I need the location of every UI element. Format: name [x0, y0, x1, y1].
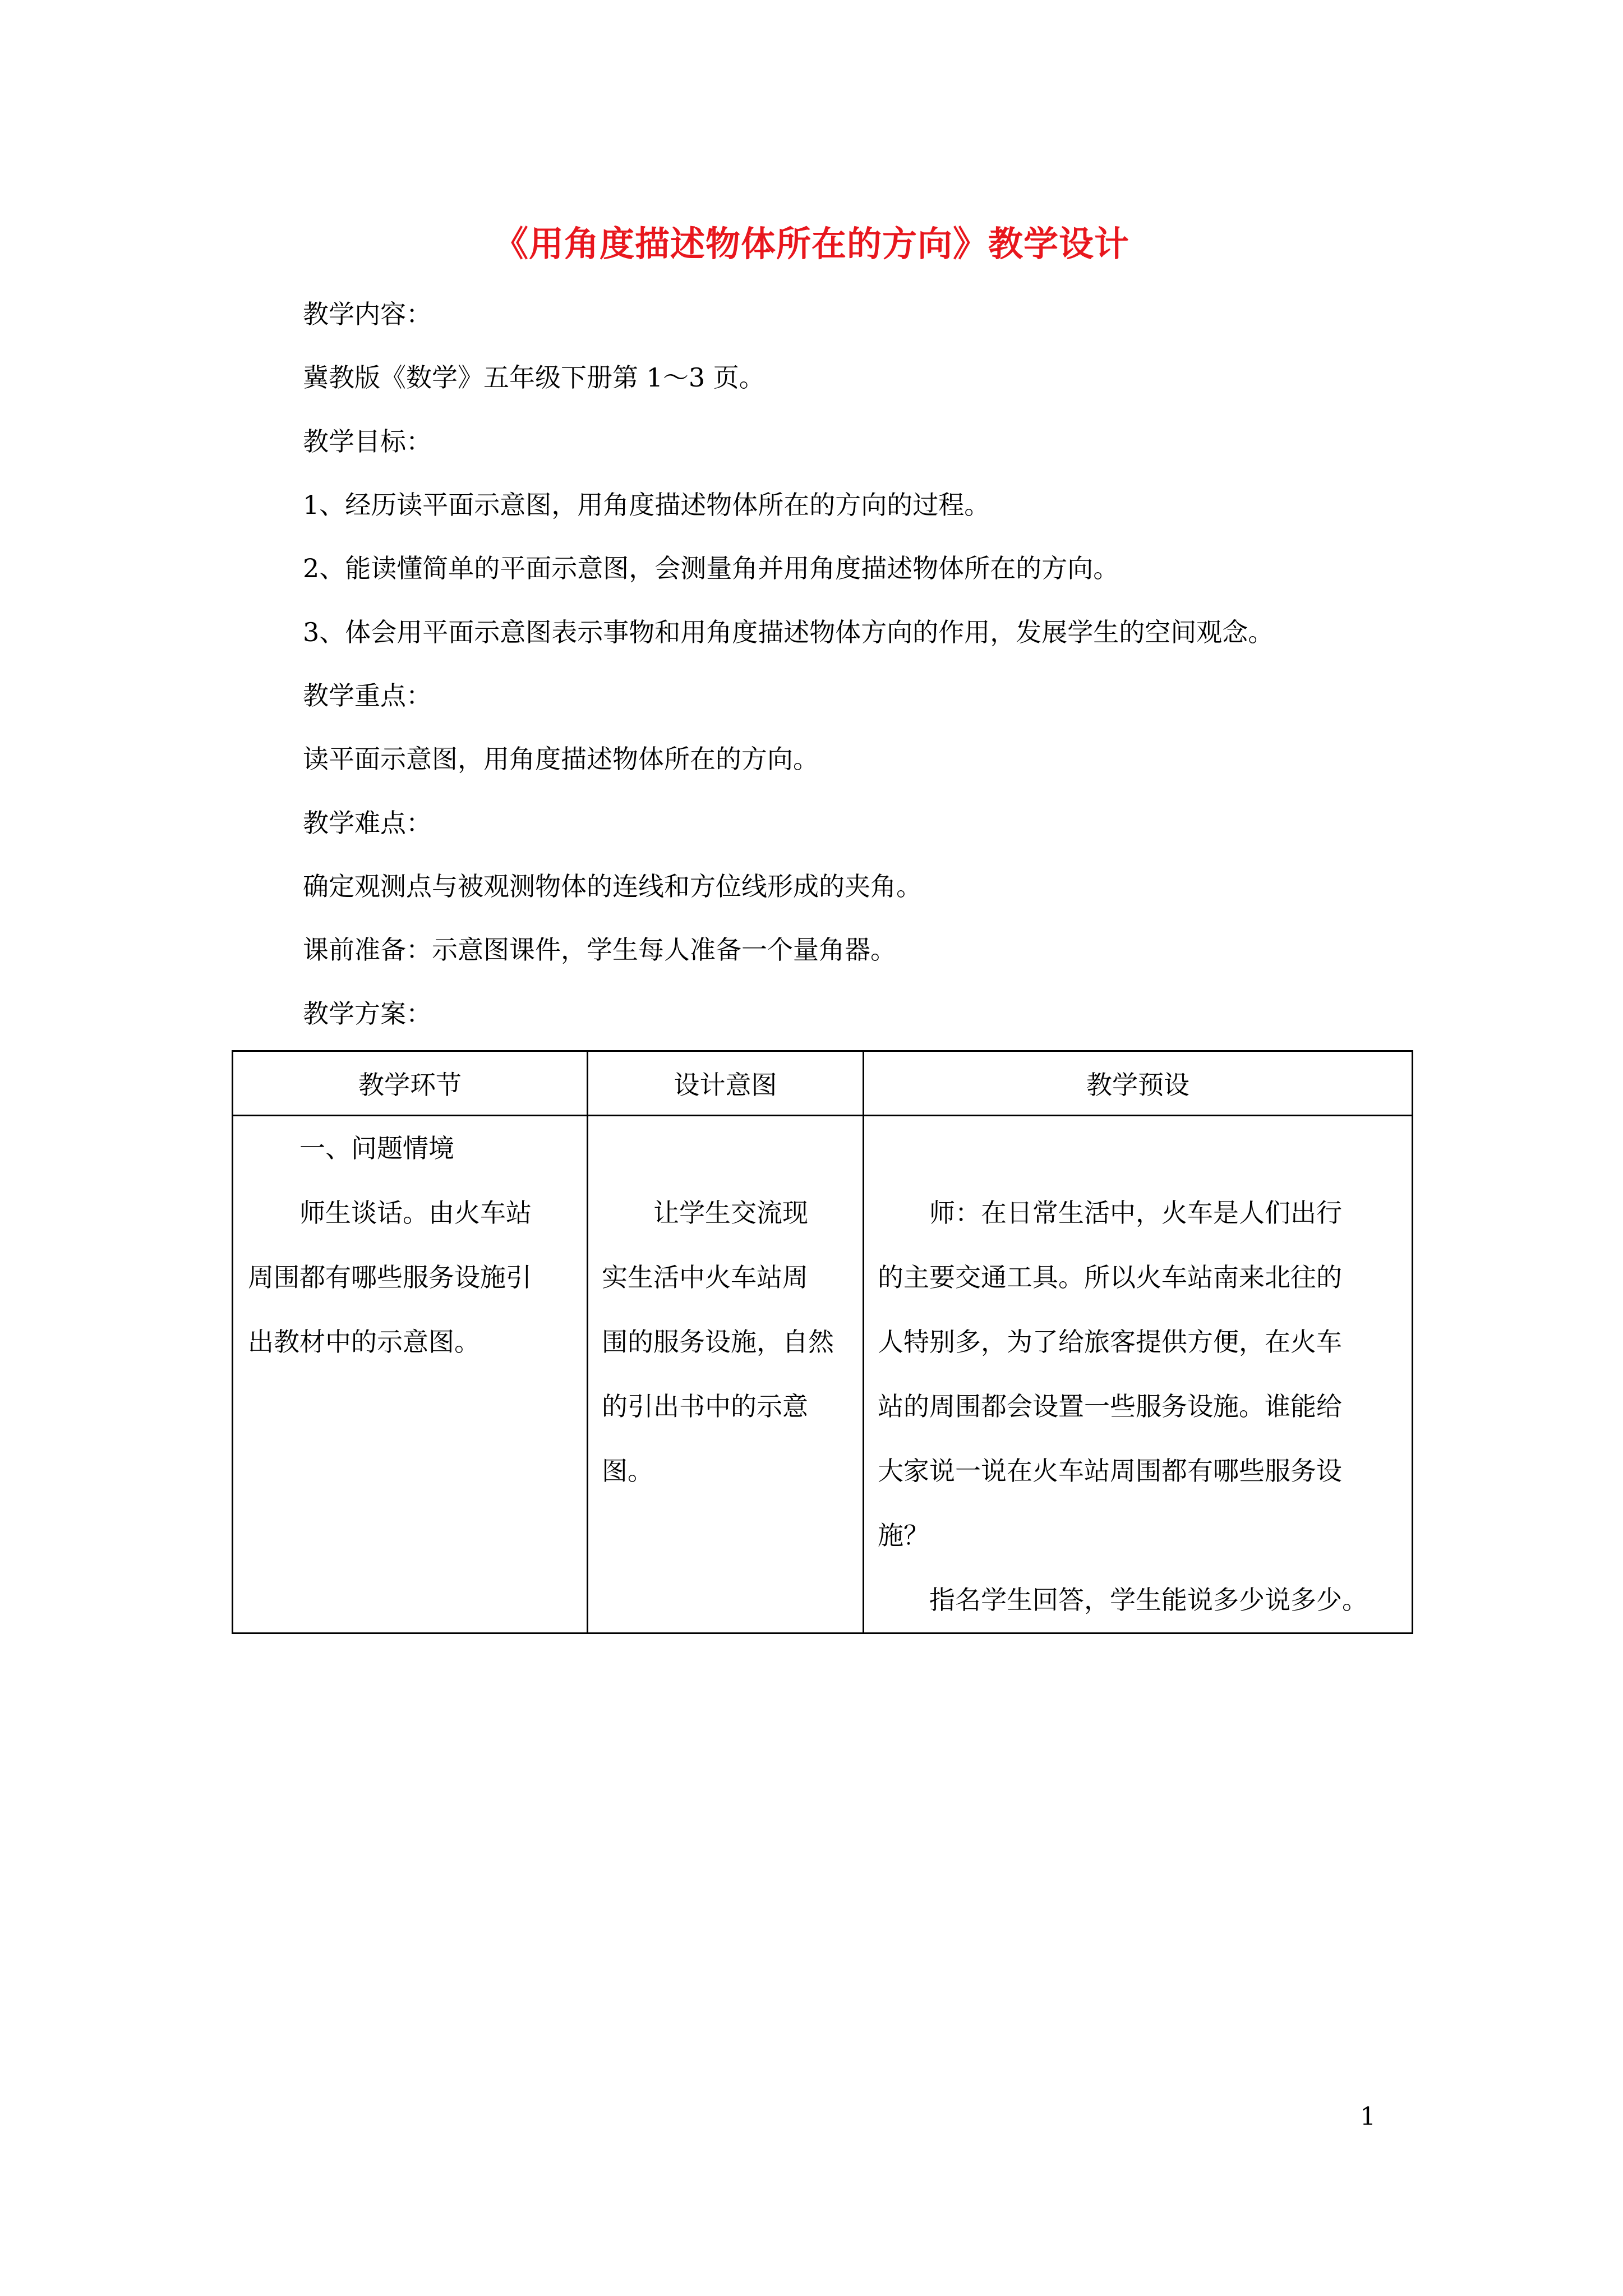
table-header-row	[233, 1051, 1413, 1116]
cell-line: 一、问题情境	[299, 1133, 454, 1163]
cell-line: 周围都有哪些服务设施引	[248, 1262, 532, 1292]
heading-content: 教学内容：	[303, 299, 432, 329]
cell-line: 大家说一说在火车站周围都有哪些服务设	[878, 1456, 1342, 1486]
objective-2: 2、能读懂简单的平面示意图，会测量角并用角度描述物体所在的方向。	[303, 553, 1119, 583]
preparation-text: 课前准备：示意图课件，学生每人准备一个量角器。	[303, 935, 896, 965]
cell-line: 图。	[602, 1456, 653, 1486]
heading-difficulties: 教学难点：	[303, 808, 432, 838]
cell-line: 站的周围都会设置一些服务设施。谁能给	[878, 1391, 1342, 1421]
cell-line: 围的服务设施，自然	[602, 1327, 834, 1357]
document-title: 《用角度描述物体所在的方向》教学设计	[493, 223, 1129, 264]
header-stage: 教学环节	[233, 1051, 588, 1116]
cell-intent	[588, 1116, 864, 1634]
table-row	[233, 1116, 1413, 1634]
cell-line: 让学生交流现	[653, 1198, 808, 1228]
objective-1: 1、经历读平面示意图，用角度描述物体所在的方向的过程。	[303, 490, 990, 520]
cell-line: 的引出书中的示意	[602, 1391, 808, 1421]
page-number: 1	[1360, 2102, 1376, 2131]
cell-line	[602, 1116, 863, 1181]
cell-line: 指名学生回答，学生能说多少说多少。	[929, 1585, 1368, 1615]
cell-line: 出教材中的示意图。	[248, 1327, 480, 1357]
cell-line	[878, 1116, 1412, 1181]
cell-stage	[233, 1116, 588, 1634]
heading-key-points: 教学重点：	[303, 680, 432, 711]
content-text: 冀教版《数学》五年级下册第 1～3 页。	[303, 362, 765, 393]
cell-line: 施？	[878, 1520, 929, 1550]
heading-plan: 教学方案：	[303, 999, 432, 1029]
lesson-plan-table	[232, 1050, 1413, 1634]
cell-line: 师：在日常生活中，火车是人们出行	[929, 1198, 1342, 1228]
cell-preset	[864, 1116, 1413, 1634]
heading-objectives: 教学目标：	[303, 426, 432, 457]
header-preset: 教学预设	[864, 1051, 1413, 1116]
header-intent: 设计意图	[588, 1051, 864, 1116]
key-points-text: 读平面示意图，用角度描述物体所在的方向。	[303, 744, 819, 774]
difficulties-text: 确定观测点与被观测物体的连线和方位线形成的夹角。	[303, 871, 922, 901]
cell-line: 人特别多，为了给旅客提供方便，在火车	[878, 1327, 1342, 1357]
cell-line: 师生谈话。由火车站	[299, 1198, 532, 1228]
cell-line: 实生活中火车站周	[602, 1262, 808, 1292]
objective-3: 3、体会用平面示意图表示事物和用角度描述物体方向的作用，发展学生的空间观念。	[303, 617, 1274, 647]
cell-line: 的主要交通工具。所以火车站南来北往的	[878, 1262, 1342, 1292]
